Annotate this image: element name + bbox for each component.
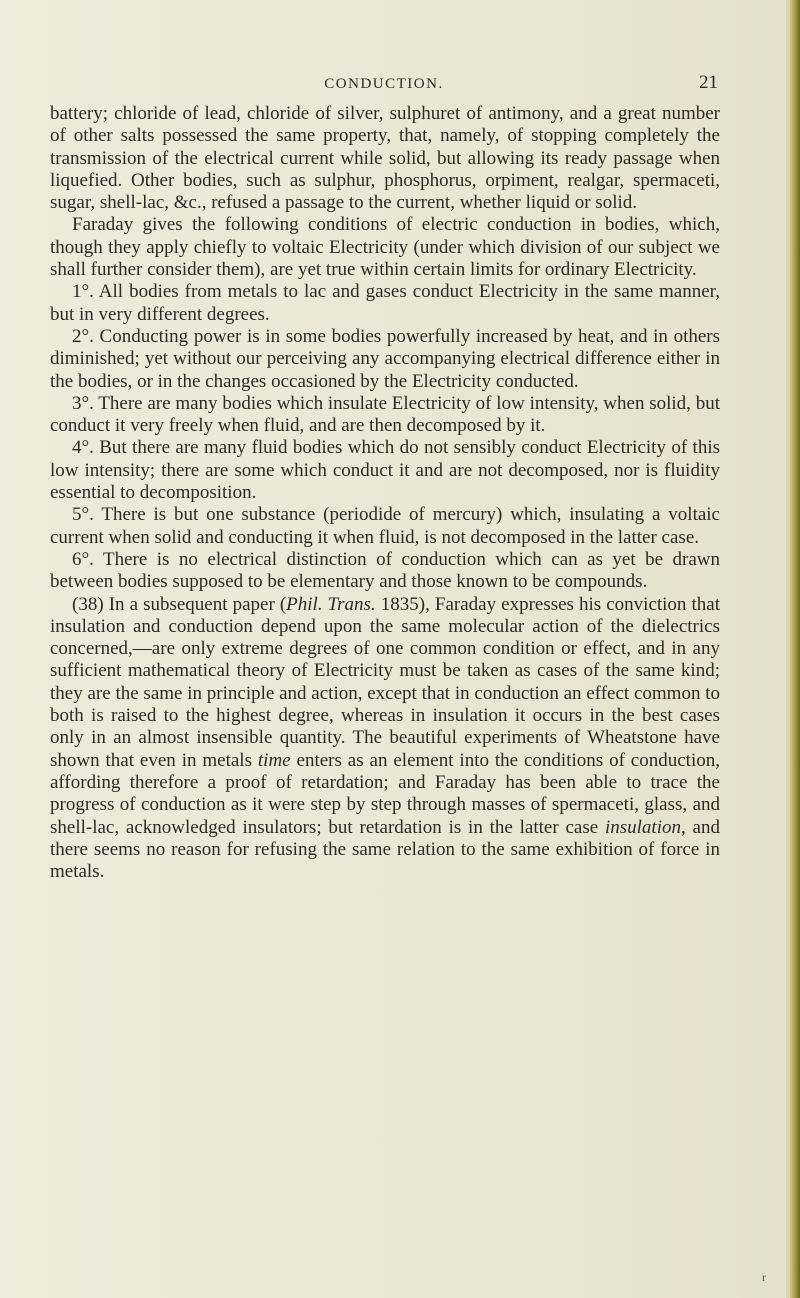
paragraph-38-part-d: , and there seems no reason for refusing the same relation to the same exhibition of force in metals. [50, 816, 720, 883]
page-number: 21 [699, 72, 718, 93]
paragraph-38-part-b: 1835), Faraday expresses his conviction that insulation and conduction depend upon the same molecular action of the dielectrics concerned,—are only extreme degrees of one common condition or effect, and in any sufficient mathematical theory of Electricity must be taken as cases of the same kind; they are the same in principle and action, except that in conduction an effect common to both is raised to the highest degree, whereas in insulation it occurs in the best cases only in an almost insensible quantity. The beautiful experiments of Wheatstone have shown that even in metals [50, 593, 720, 771]
condition-3: 3°. There are many bodies which insulate Electricity of low intensity, when solid, but conduct it very freely when fluid, and are then decomposed by it. [50, 392, 720, 437]
condition-4: 4°. But there are many fluid bodies which do not sensibly conduct Electricity of this low intensity; there are some which conduct it and are not decomposed, nor is fluidity essential to decomposition. [50, 437, 720, 504]
page-header [50, 72, 718, 96]
page-edge-binding [790, 0, 800, 1298]
body-text [50, 103, 720, 883]
paragraph-38-part-a: (38) In a subsequent paper ( [72, 593, 287, 615]
paragraph-faraday-conditions: Faraday gives the following conditions of electric conduction in bodies, which, though they apply chiefly to voltaic Electricity (under which division of our subject we shall further consider them), are yet true within certain limits for ordinary Electricity. [50, 214, 720, 281]
condition-5: 5°. There is but one substance (periodide of mercury) which, insulating a voltaic current when solid and conducting it when fluid, is not decomposed in the latter case. [50, 504, 720, 548]
citation-phil-trans: Phil. Trans. [286, 593, 376, 615]
stray-mark: r [762, 1270, 766, 1284]
paragraph-38-part-c: enters as an element into the conditions of conduction, affording therefore a proof of retardation; and Faraday has been able to trace the progress of conduction as it were step by step through masses of spermaceti, glass, and shell-lac, acknowledged insulators; but retardation is in the latter case [50, 749, 720, 838]
condition-6: 6°. There is no electrical distinction of conduction which can as yet be drawn between bodies supposed to be elementary and those known to be compounds. [50, 548, 720, 593]
emphasis-time: time [257, 749, 291, 771]
condition-2: 2°. Conducting power is in some bodies powerfully increased by heat, and in others diminished; yet without our perceiving any accompanying electrical difference either in the bodies, or in the changes occasioned by the Electricity conducted. [50, 325, 720, 392]
paragraph-38 [50, 594, 720, 884]
emphasis-insulation: insulation [604, 816, 681, 838]
paragraph-continuation: battery; chloride of lead, chloride of silver, sulphuret of antimony, and a great number of other salts possessed the same property, that, namely, of stopping completely the transmission of the electrical current while solid, but allowing its ready passage when liquefied. Other bodies, such as sulphur, phosphorus, orpiment, realgar, spermaceti, sugar, shell-lac, &c., refused a passage to the current, whether liquid or solid. [50, 103, 720, 214]
running-head: CONDUCTION. [324, 76, 444, 92]
condition-1: 1°. All bodies from metals to lac and gases conduct Electricity in the same manner, but in very different degrees. [50, 281, 720, 325]
